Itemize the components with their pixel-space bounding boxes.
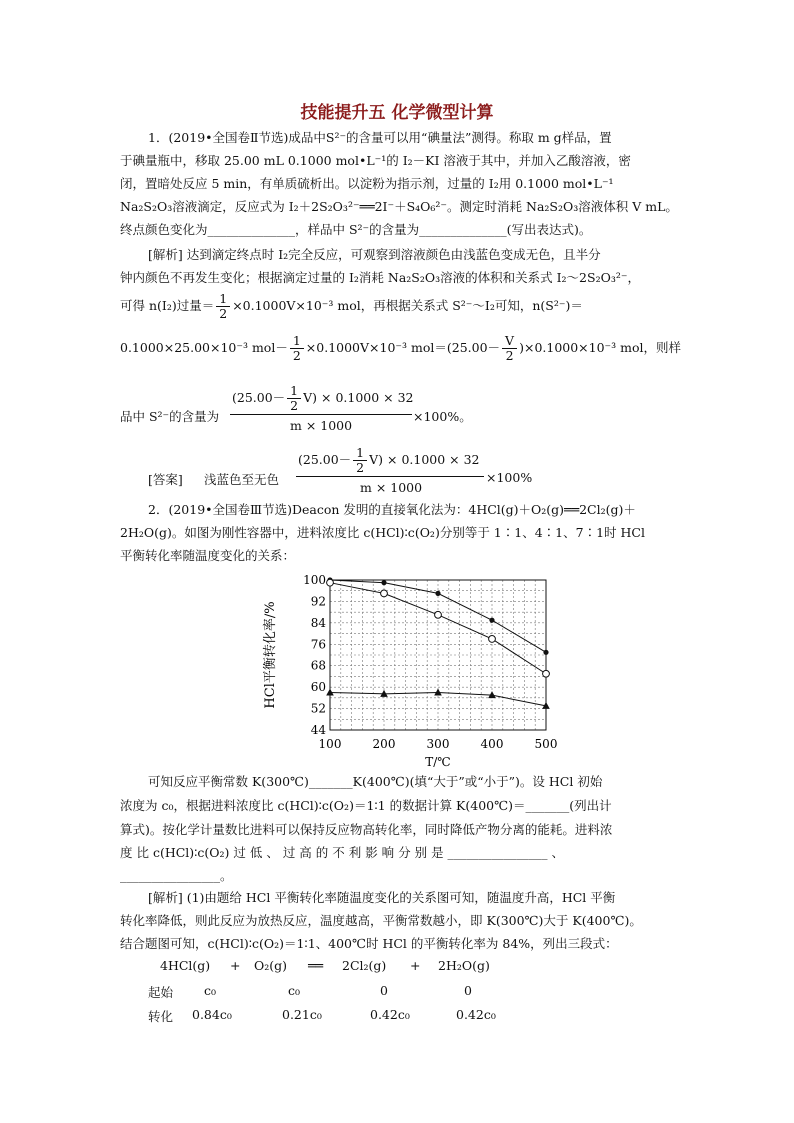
frac-den: 2: [219, 306, 228, 321]
y-axis-label: HCl平衡转化率/%: [263, 601, 278, 709]
point-open-circle: [327, 579, 334, 586]
eq-plus: +: [230, 958, 241, 973]
cell: 0.84c₀: [192, 1007, 232, 1022]
half-fraction-2: [290, 334, 304, 363]
y-tick-label: 100: [303, 573, 326, 587]
point-triangle: [434, 689, 442, 696]
y-tick-label: 92: [310, 594, 326, 609]
n-s2-expr-a: 0.1000×25.00×10⁻³ mol－: [120, 340, 288, 355]
x-tick-label: 300: [426, 737, 450, 751]
q2-analysis-2: 转化率降低，则此反应为放热反应，温度越高，平衡常数越小，即 K(300℃)大于 K(400℃)。: [120, 913, 642, 928]
frac-num: 1: [290, 334, 304, 349]
y-tick-label: 84: [310, 615, 326, 630]
answer-denominator: m × 1000: [360, 480, 423, 495]
frac-num: 1: [216, 292, 230, 307]
q1-analysis-2: 钟内颜色不再发生变化；根据滴定过量的 I₂消耗 Na₂S₂O₃溶液的体积和关系式 I₂～2S₂O₃²⁻，: [120, 270, 640, 285]
q1-analysis-1: [解析] 达到滴定终点时 I₂完全反应，可观察到溶液颜色由浅蓝色变成无色，且半分: [148, 247, 601, 262]
num-part-b: V) × 0.1000 × 32: [303, 390, 414, 405]
eq-o2: O₂(g): [254, 958, 288, 973]
num-part-a: (25.00－: [232, 390, 286, 405]
cell: 0.42c₀: [370, 1007, 410, 1022]
y-tick-label: 44: [310, 723, 326, 737]
q1-line4: Na₂S₂O₃溶液滴定，反应式为 I₂＋2S₂O₃²⁻══2I⁻＋S₄O₆²⁻。测定时消耗 Na₂S₂O₃溶液体积 V mL。: [120, 199, 678, 214]
cell: c₀: [288, 983, 301, 998]
q2-after-3: 算式)。按化学计量数比进料可以保持反应物高转化率，同时降低产物分离的能耗。进料浓: [120, 822, 613, 837]
equation-row: [160, 958, 560, 978]
cell: 0: [464, 983, 472, 998]
frac-num: 1: [353, 446, 367, 461]
point-open-circle: [543, 670, 550, 677]
eq-h2o: 2H₂O(g): [438, 958, 490, 973]
paren-left: (25.00－: [446, 340, 501, 355]
y-tick-label: 52: [310, 701, 326, 716]
half-fraction-4: [353, 446, 367, 475]
frac-den: 2: [356, 460, 365, 475]
point-open-circle: [489, 636, 496, 643]
answer-fraction-bar: [296, 476, 484, 477]
point-filled-circle: [543, 650, 548, 655]
frac-den: 2: [505, 348, 514, 363]
q2-analysis-3: 结合题图可知，c(HCl)∶c(O₂)＝1∶1、400℃时 HCl 的平衡转化率为 84%，列出三段式：: [120, 936, 618, 951]
answer-label: [答案]: [148, 472, 183, 487]
num-part-b: V) × 0.1000 × 32: [369, 452, 480, 467]
q2-after-5: ________________。: [120, 868, 233, 883]
frac-num: 1: [287, 384, 301, 399]
eq-plus-2: +: [410, 958, 421, 973]
change-row: [148, 1007, 548, 1027]
x-axis-label: T/℃: [425, 755, 451, 769]
answer-text: 浅蓝色至无色: [204, 472, 280, 487]
relation-text: ×0.1000V×10⁻³ mol，再根据关系式 S²⁻～I₂可知，n(S²⁻)＝: [232, 298, 583, 313]
half-fraction-3: [287, 384, 301, 413]
num-part-a: (25.00－: [298, 452, 352, 467]
point-filled-circle: [381, 580, 386, 585]
frac-den: 2: [290, 398, 299, 413]
cell: 0.21c₀: [282, 1007, 322, 1022]
q2-after-4: 度 比 c(HCl)∶c(O₂) 过 低 、 过 高 的 不 利 影 响 分 别 是 ________________ 、: [120, 845, 565, 860]
x-tick-label: 100: [318, 737, 342, 751]
content-numerator: [232, 384, 414, 413]
cell: 0: [380, 983, 388, 998]
eq-hcl: 4HCl(g): [160, 958, 211, 973]
q1-line1: 1．(2019•全国卷Ⅱ节选)成品中S²⁻的含量可以用“碘量法”测得。称取 m g样品，置: [148, 130, 612, 145]
q2-line1: 2．(2019•全国卷Ⅲ节选)Deacon 发明的直接氧化法为：4HCl(g)＋O₂(g)══2Cl₂(g)＋: [148, 502, 636, 517]
point-triangle: [326, 689, 334, 696]
point-filled-circle: [435, 591, 440, 596]
point-open-circle: [435, 611, 442, 618]
n-s2-expr-b: ×0.1000V×10⁻³ mol＝: [305, 340, 447, 355]
y-tick-label: 76: [310, 637, 326, 652]
frac-den: 2: [292, 348, 301, 363]
content-label: 品中 S²⁻的含量为: [120, 409, 220, 424]
start-row: [148, 983, 548, 1003]
row-label: 转化: [148, 1009, 174, 1024]
eq-cl2: 2Cl₂(g): [342, 958, 387, 973]
q2-after-2: 浓度为 c₀，根据进料浓度比 c(HCl)∶c(O₂)＝1∶1 的数据计算 K(400℃)＝_______(列出计: [120, 798, 612, 813]
cell: c₀: [204, 983, 217, 998]
x-tick-label: 200: [372, 737, 396, 751]
y-tick-label: 60: [310, 680, 326, 695]
answer-numerator: [298, 446, 480, 475]
x-tick-label: 500: [534, 737, 558, 751]
n-i2-excess: 可得 n(I₂)过量＝: [120, 298, 215, 313]
v-half-fraction: [502, 334, 517, 363]
row-label: 起始: [148, 985, 174, 1000]
x-tick-label: 400: [480, 737, 504, 751]
content-tail: ×100%。: [413, 409, 472, 424]
q2-line3: 平衡转化率随温度变化的关系：: [120, 548, 296, 563]
conversion-chart: [250, 570, 570, 770]
y-tick-label: 68: [310, 658, 326, 673]
point-filled-circle: [489, 618, 494, 623]
q1-line5: 终点颜色变化为______________，样品中 S²⁻的含量为______________(写出表达式)。: [120, 222, 592, 237]
paren-right: ): [519, 340, 524, 355]
q2-after-1: 可知反应平衡常数 K(300℃)_______K(400℃)(填“大于”或“小于”)。设 HCl 初始: [148, 774, 603, 789]
page-title: 技能提升五 化学微型计算: [300, 103, 494, 123]
q1-line3: 闭，置暗处反应 5 min，有单质硫析出。以淀粉为指示剂，过量的 I₂用 0.1000 mol•L⁻¹: [120, 176, 614, 191]
q2-analysis-1: [解析] (1)由题给 HCl 平衡转化率随温度变化的关系图可知，随温度升高，HCl 平衡: [148, 890, 616, 905]
q1-line2: 于碘量瓶中，移取 25.00 mL 0.1000 mol•L⁻¹的 I₂－KI 溶液于其中，并加入乙酸溶液，密: [120, 153, 631, 168]
eq-equals: ══: [308, 958, 324, 973]
q2-line2: 2H₂O(g)。如图为刚性容器中，进料浓度比 c(HCl)∶c(O₂)分别等于 1∶1、4∶1、7∶1时 HCl: [120, 525, 645, 540]
n-s2-expr-c: ×0.1000×10⁻³ mol，则样: [523, 340, 682, 355]
answer-tail: ×100%: [486, 470, 533, 485]
q1-analysis-4: [120, 334, 680, 363]
q1-analysis-3: [120, 292, 680, 321]
half-fraction: [216, 292, 230, 321]
content-denominator: m × 1000: [290, 418, 353, 433]
point-open-circle: [381, 590, 388, 597]
frac-num: V: [502, 334, 517, 349]
cell: 0.42c₀: [456, 1007, 496, 1022]
fraction-bar: [230, 414, 412, 415]
